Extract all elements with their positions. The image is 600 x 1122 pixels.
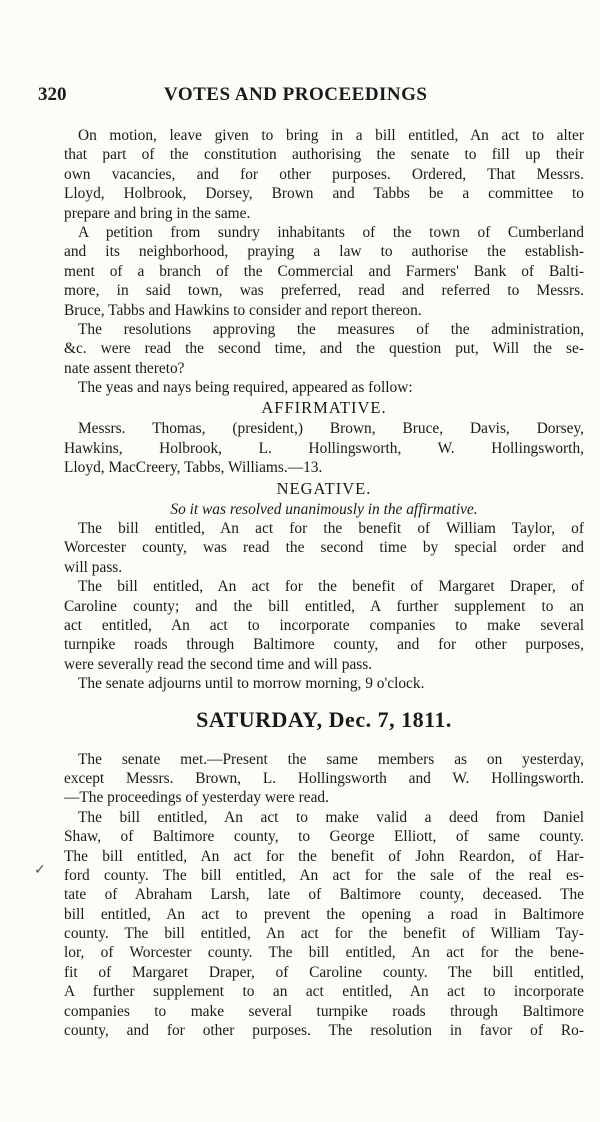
section-motions <box>64 126 584 397</box>
running-header <box>38 84 578 110</box>
margin-check-mark: ✓ <box>34 863 46 878</box>
text-line: Worcester county, was read the second time by special order and <box>64 539 584 557</box>
text-line: A further supplement to an act entitled, An act to incorporate <box>64 983 584 1001</box>
page-number: 320 <box>38 84 67 105</box>
text-line: The resolutions approving the measures of the administration, <box>78 320 584 338</box>
text-line: ford county. The bill entitled, An act for the sale of the real es- <box>64 866 584 884</box>
text-line: that part of the constitution authorising the senate to fill up their <box>64 146 584 164</box>
text-line: The yeas and nays being required, appeared as follow: <box>78 379 413 397</box>
section-bills <box>64 519 584 694</box>
text-line: ment of a branch of the Commercial and Farmers' Bank of Balti- <box>64 262 584 280</box>
text-line: Shaw, of Baltimore county, to George Elliott, of same county. <box>64 828 584 846</box>
text-line: Caroline county; and the bill entitled, A further supplement to an <box>64 597 584 615</box>
text-line: The bill entitled, An act for the benefit of William Taylor, of <box>78 520 584 538</box>
text-line: Bruce, Tabbs and Hawkins to consider and report thereon. <box>64 301 422 319</box>
text-line: turnpike roads through Baltimore county, and for other purposes, <box>64 636 584 654</box>
affirmative-list <box>64 419 584 477</box>
affirmative-heading: AFFIRMATIVE. <box>261 398 387 418</box>
text-line: On motion, leave given to bring in a bill entitled, An act to alter <box>78 127 584 144</box>
date-heading: SATURDAY, Dec. 7, 1811. <box>196 706 452 732</box>
text-line: except Messrs. Brown, L. Hollingsworth and W. Hollingsworth. <box>64 769 584 787</box>
text-line: bill entitled, An act to prevent the opening a road in Baltimore <box>64 905 584 923</box>
text-line: prepare and bring in the same. <box>64 204 251 222</box>
text-line: and its neighborhood, praying a law to authorise the establish- <box>64 243 584 261</box>
text-line: county, and for other purposes. The resolution in favor of Ro- <box>64 1022 584 1040</box>
text-line: The bill entitled, An act for the benefit of Margaret Draper, of <box>78 578 584 596</box>
text-line: more, in said town, was preferred, read and referred to Messrs. <box>64 282 584 300</box>
text-line: &c. were read the second time, and the question put, Will the se- <box>64 340 584 358</box>
text-line: The senate adjourns until to morrow morning, 9 o'clock. <box>78 675 425 693</box>
text-line: act entitled, An act to incorporate companies to make several <box>64 616 584 634</box>
text-line: Lloyd, MacCreery, Tabbs, Williams.—13. <box>64 459 323 477</box>
text-line: The bill entitled, An act to make valid a deed from Daniel <box>78 808 584 826</box>
text-line: Hawkins, Holbrook, L. Hollingsworth, W. Hollingsworth, <box>64 439 584 457</box>
resolved-line: So it was resolved unanimously in the affirmative. <box>170 500 478 518</box>
text-line: Lloyd, Holbrook, Dorsey, Brown and Tabbs be a committee to <box>64 185 584 203</box>
text-line: —The proceedings of yesterday were read. <box>64 789 329 807</box>
running-title: VOTES AND PROCEEDINGS <box>164 84 428 105</box>
text-line: Messrs. Thomas, (president,) Brown, Bruce, Davis, Dorsey, <box>78 420 584 438</box>
text-line: county. The bill entitled, An act for the benefit of William Tay- <box>64 925 584 943</box>
section-saturday <box>64 750 584 1041</box>
text-line: companies to make several turnpike roads through Baltimore <box>64 1002 584 1020</box>
negative-heading: NEGATIVE. <box>276 478 372 498</box>
text-line: were severally read the second time and will pass. <box>64 655 373 673</box>
text-line: The bill entitled, An act for the benefit of John Reardon, of Har- <box>64 847 584 865</box>
text-line: A petition from sundry inhabitants of the town of Cumberland <box>78 223 584 241</box>
text-line: tate of Abraham Larsh, late of Baltimore county, deceased. The <box>64 886 584 904</box>
text-line: nate assent thereto? <box>64 359 185 377</box>
text-line: will pass. <box>64 558 123 576</box>
text-line: fit of Margaret Draper, of Caroline county. The bill entitled, <box>64 963 584 981</box>
text-line: The senate met.—Present the same members as on yesterday, <box>78 750 584 768</box>
text-line: own vacancies, and for other purposes. Ordered, That Messrs. <box>64 165 584 183</box>
page-body <box>64 126 584 1040</box>
text-line: lor, of Worcester county. The bill entitled, An act for the bene- <box>64 944 584 962</box>
